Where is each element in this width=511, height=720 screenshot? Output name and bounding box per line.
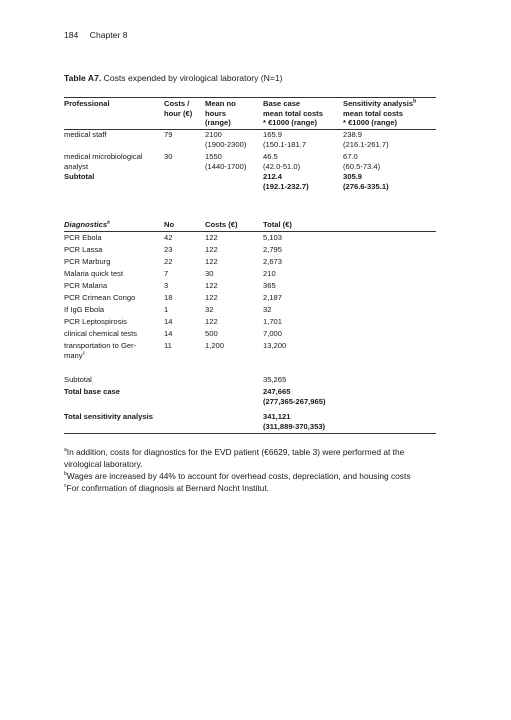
header-costs: Costs (€) <box>205 220 238 229</box>
diagnostic-cost: 1,200 <box>205 341 225 350</box>
table-label: Table A7. <box>64 73 102 83</box>
header-mean-hours-1: Mean no <box>205 99 236 108</box>
diagnostic-count: 11 <box>164 341 172 350</box>
diagnostic-total: 7,000 <box>263 329 283 338</box>
diagnostic-name: PCR Leptospirosis <box>64 317 127 326</box>
header-sensitivity-1: Sensitivity analysis$^b$ <box>343 98 417 108</box>
diagnostic-name: transportation to Ger- <box>64 341 137 350</box>
diagnostic-count: 23 <box>164 245 173 254</box>
diagnostic-name: PCR Ebola <box>64 233 102 242</box>
diagnostic-total: 32 <box>263 305 272 314</box>
header-professional: Professional <box>64 99 110 108</box>
diagnostic-cost: 122 <box>205 317 218 326</box>
chapter-label: Chapter 8 <box>89 30 128 40</box>
diagnostic-total: 365 <box>263 281 276 290</box>
footnote: $^b$Wages are increased by 44% to account for overhead costs, depreciation, and housing costs <box>64 471 411 481</box>
running-head <box>64 30 127 40</box>
table-bottom-rule <box>64 433 436 434</box>
header-sensitivity-2: mean total costs <box>343 108 403 118</box>
diagnostic-count: 14 <box>164 317 173 326</box>
diagnostic-cost: 32 <box>205 305 214 314</box>
diagnostic-cost: 122 <box>205 245 218 254</box>
diagnostic-cost: 500 <box>205 329 218 338</box>
header-total: Total (€) <box>263 220 292 229</box>
header-mean-hours-3: (range) <box>205 118 231 128</box>
footnotes <box>64 446 440 494</box>
book-page: 184 Chapter 8 Table A7. Costs expended by virological laboratory (N=1) Professional Costs / hour (€) Mean no hours (range) Base case mean total costs * €1000 (range) Sensitivity analysis$^b$ mean total costs * €1000 (range) medical staff 79 2100 (1900-2300) 165.9 (150.1-181.7 238.9 (216.1-261.7) medical microbiological analyst 30 1550 (1440-1700) 46.5 (42.0-51.0) 67.0 (60.5-73.4) Subtotal 212.4 (192.1-232.7) 305.9 (276.6-335.1) Diagnostics$^a$ No Costs (€) Total (€) PCR Ebola 42 122 5,103 PCR Lassa 23 122 2,795 PCR Marburg 22 122 2,673 Malaria quick test 7 30 210 PCR Malaria 3 122 365 PCR Crimean Congo 18 122 2,187 If IgG Ebola 1 32 32 PCR Leptospirosis 14 122 1,701 clinical chemical tests 14 500 7,000 transportation to Ger- many$^c$ 11 1,200 13,200 Subtotal 35,265 Total base case 247,665 (277,365-267,965) Total sensitivity analysis 341,121 (311,889-370,353) $^a$In addition, costs for diagnostics for the EVD patient (€6629, table 3) were performed at the virological laboratory. $^b$Wages are increased by 44% to account for overhead costs, depreciation, and housing costs $^c$For confirmation of diagnosis at Bernard Nocht Institut. <box>0 0 511 720</box>
table-top-rule <box>64 97 436 98</box>
header-costs-hour-1: Costs / <box>164 99 190 108</box>
diagnostic-count: 3 <box>164 281 169 290</box>
diagnostic-count: 22 <box>164 257 173 266</box>
footnote-mark-c: c <box>82 350 86 357</box>
diagnostic-name: Malaria quick test <box>64 269 124 278</box>
table-caption: Costs expended by virological laboratory (N=1) <box>103 73 283 83</box>
diagnostics-rule <box>64 231 436 232</box>
page-number: 184 <box>64 30 79 40</box>
diagnostic-name: PCR Marburg <box>64 257 111 266</box>
diagnostic-count: 42 <box>164 233 173 242</box>
diagnostic-total: 2,795 <box>263 245 283 254</box>
diagnostic-cost: 122 <box>205 293 218 302</box>
footnote-mark-a: a <box>107 219 110 226</box>
header-rule <box>64 129 436 130</box>
table-title <box>64 73 283 83</box>
diagnostic-count: 1 <box>164 305 169 314</box>
diagnostic-name: If IgG Ebola <box>64 305 105 314</box>
footnote: $^a$In addition, costs for diagnostics for the EVD patient (€6629, table 3) were performed at the virological laboratory. <box>64 447 405 469</box>
diagnostic-total: 210 <box>263 269 276 278</box>
diagnostic-cost: 122 <box>205 257 218 266</box>
diagnostic-total: 2,187 <box>263 293 283 302</box>
header-mean-hours-2: hours <box>205 108 227 118</box>
diagnostic-cost: 30 <box>205 269 214 278</box>
header-base-case-2: mean total costs <box>263 108 323 118</box>
diagnostic-cost: 122 <box>205 233 218 242</box>
diagnostic-count: 18 <box>164 293 173 302</box>
header-no: No <box>164 220 175 229</box>
footnote: $^c$For confirmation of diagnosis at Bernard Nocht Institut. <box>64 483 269 493</box>
diagnostic-cost: 122 <box>205 281 218 290</box>
diagnostic-total: 2,673 <box>263 257 283 266</box>
diagnostic-name: clinical chemical tests <box>64 329 138 338</box>
diagnostic-total: 1,701 <box>263 317 283 326</box>
header-costs-hour-2: hour (€) <box>164 108 193 118</box>
footnote-mark-b: b <box>413 98 417 105</box>
diagnostic-total: 5,103 <box>263 233 283 242</box>
header-base-case-1: Base case <box>263 99 301 108</box>
diagnostic-total: 13,200 <box>263 341 287 350</box>
diagnostic-name: PCR Lassa <box>64 245 103 254</box>
diagnostic-count: 14 <box>164 329 173 338</box>
diagnostic-count: 7 <box>164 269 169 278</box>
header-diagnostics: Diagnostics$^a$ <box>64 219 110 229</box>
diagnostic-name-cont: many$^c$ <box>64 350 86 360</box>
diagnostic-name: PCR Malaria <box>64 281 108 290</box>
header-base-case-3: * €1000 (range) <box>263 118 318 128</box>
diagnostic-name: PCR Crimean Congo <box>64 293 136 302</box>
header-sensitivity-3: * €1000 (range) <box>343 118 398 128</box>
